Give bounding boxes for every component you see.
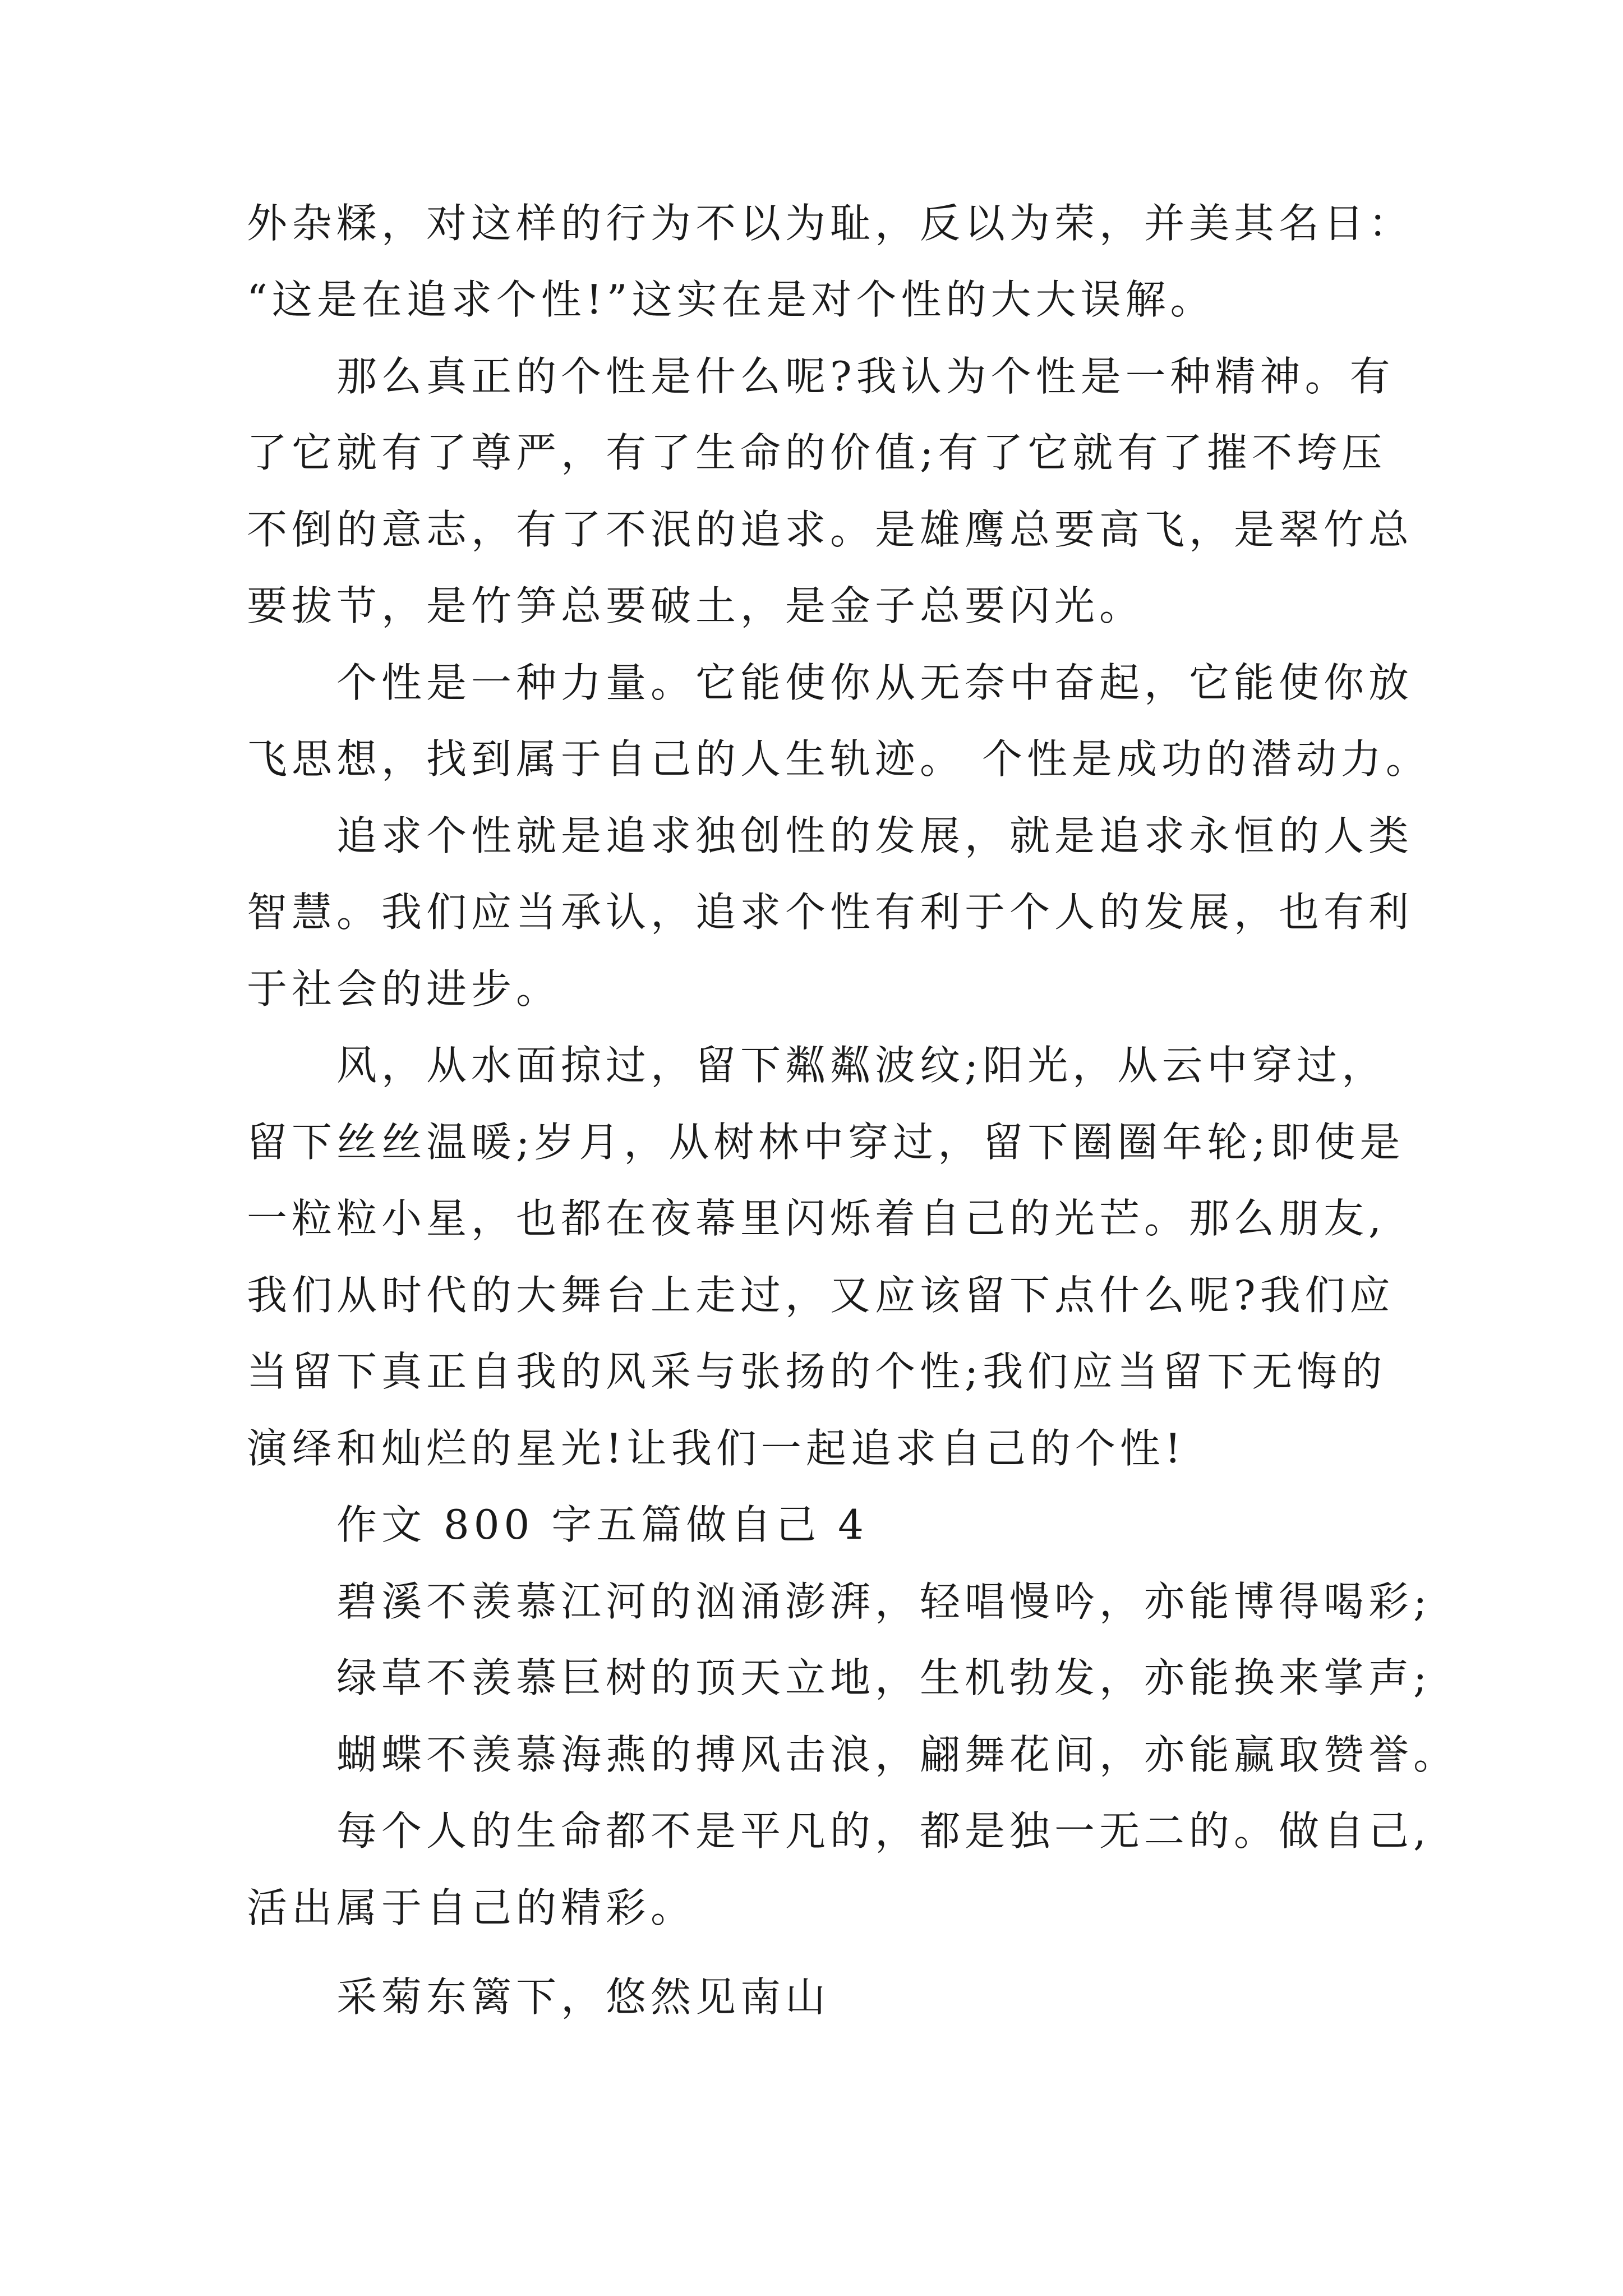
text-line: 了它就有了尊严，有了生命的价值;有了它就有了摧不垮压 [247, 429, 1387, 476]
text-line: 蝴蝶不羡慕海燕的搏风击浪，翩舞花间，亦能赢取赞誉。 [336, 1731, 1459, 1778]
text-line: 那么真正的个性是什么呢?我认为个性是一种精神。有 [336, 353, 1395, 400]
text-line: 要拔节，是竹笋总要破土，是金子总要闪光。 [247, 582, 1145, 629]
text-line: 每个人的生命都不是平凡的，都是独一无二的。做自己, [336, 1807, 1431, 1855]
text-line: 飞思想，找到属于自己的人生轨迹。 个性是成功的潜动力。 [247, 735, 1431, 783]
text-line: 留下丝丝温暖;岁月，从树林中穿过，留下圈圈年轮;即使是 [247, 1119, 1405, 1166]
text-line: 智慧。我们应当承认，追求个性有利于个人的发展，也有利 [247, 889, 1414, 936]
text-line: 活出属于自己的精彩。 [247, 1884, 696, 1931]
text-line: 个性是一种力量。它能使你从无奈中奋起，它能使你放 [336, 659, 1414, 706]
text-line: 我们从时代的大舞台上走过，又应该留下点什么呢?我们应 [247, 1272, 1395, 1319]
text-line: 采菊东篱下，悠然见南山 [336, 1973, 831, 2021]
text-line: 追求个性就是追求独创性的发展，就是追求永恒的人类 [336, 812, 1414, 859]
text-line: 碧溪不羡慕江河的汹涌澎湃，轻唱慢吟，亦能博得喝彩; [336, 1578, 1432, 1625]
text-line: 外杂糅，对这样的行为不以为耻，反以为荣，并美其名日： [247, 200, 1414, 247]
text-line: 演绎和灿烂的星光!让我们一起追求自己的个性! [247, 1425, 1186, 1472]
text-line: 当留下真正自我的风采与张扬的个性;我们应当留下无悔的 [247, 1348, 1387, 1395]
text-line: 不倒的意志，有了不泯的追求。是雄鹰总要高飞，是翠竹总 [247, 506, 1414, 553]
text-line: 于社会的进步。 [247, 965, 561, 1013]
section-heading: 作文 800 字五篇做自己 4 [336, 1501, 868, 1548]
text-line: 风，从水面掠过，留下粼粼波纹;阳光，从云中穿过， [336, 1042, 1387, 1089]
text-line: 绿草不羡慕巨树的顶天立地，生机勃发，亦能换来掌声; [336, 1654, 1432, 1701]
text-line: “这是在追求个性!”这实在是对个性的大大误解。 [247, 276, 1215, 323]
text-line: 一粒粒小星，也都在夜幕里闪烁着自己的光芒。那么朋友, [247, 1195, 1386, 1242]
